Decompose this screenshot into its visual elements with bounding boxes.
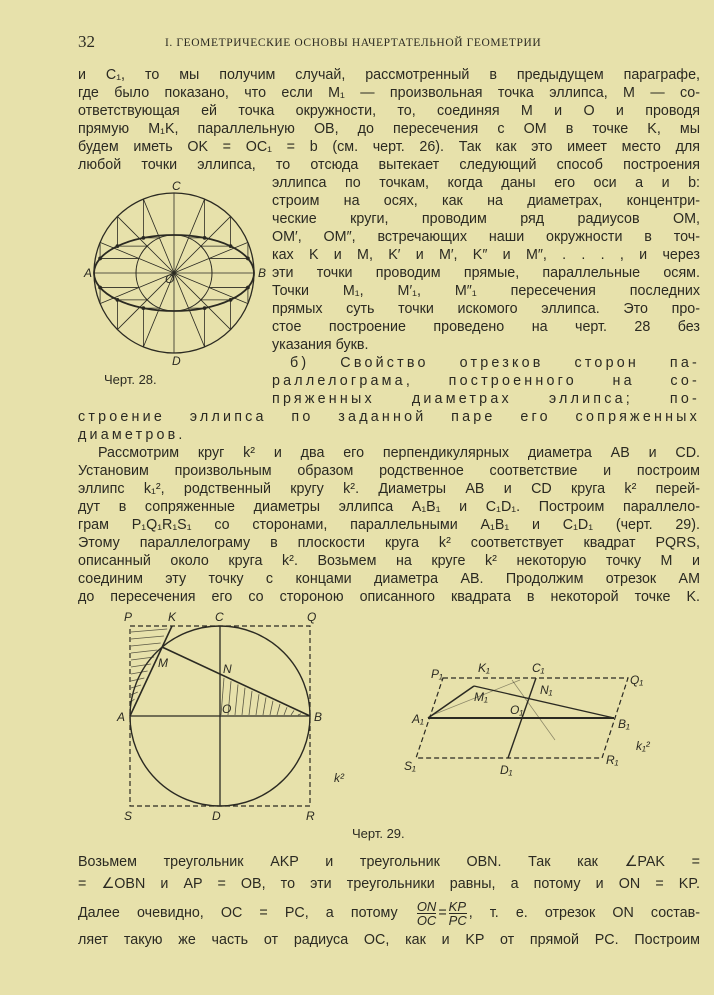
text-line: ответствующая ей точка окружности, то, соединяя M и O и проводя [78,103,700,119]
ellipse-point [142,236,145,239]
text-line: и C₁, то мы получим случай, рассмотренный в предыдущем параграфе, [78,67,700,83]
label-a: A [117,710,126,724]
hatch-line [291,711,294,715]
label-q: Q [307,610,317,624]
text-line: Установим произвольным образом родственное соответствие и построим [78,463,700,479]
label-b: B [314,710,323,724]
label-a1: A₁ [412,712,424,726]
hatch-line [131,643,161,646]
label-s1: S₁ [404,759,416,773]
hatch-line [277,704,280,715]
hatch-line [235,684,238,715]
bottom-line-3-end: , т. е. отрезок ON состав- [468,905,700,921]
label-r: R [306,809,315,823]
text-line: ческие круги, проводим ряд радиусов OM, [272,211,700,227]
hatch-line [131,699,135,702]
ellipse-point [203,307,206,310]
square-pqrs [130,626,310,806]
hatch-line [228,681,231,715]
hatch-line [131,671,148,674]
label-m: M [158,656,168,670]
fraction-numerator: ON [416,898,437,914]
radius-line [100,242,248,303]
figure-29-parallelogram [416,678,628,758]
radius-line [143,199,204,347]
text-line: прямую M₁K, параллельную OB, до пересечения с OM в точке K, мы [78,121,700,137]
ellipse-point [116,245,119,248]
label-o: O [165,272,175,286]
hatch-line [256,694,259,715]
label-b1: B₁ [618,717,630,731]
radius-line [117,216,230,329]
label-k1-squared: k₁² [636,739,650,753]
constructed-ellipse [94,235,254,311]
bottom-line-3 [78,897,700,929]
line-mb [162,647,310,716]
fraction-denominator: OC [416,912,437,928]
bottom-line-3-start: Далее очевидно, OC = PC, а потому [78,905,398,921]
text-line: ках K и M, K′ и M′, K″ и M″, . . . , и через [272,247,700,263]
text-line: эллипс k₁², родственный кругу k². Диаметры AB и CD круга k² перей- [78,481,700,497]
outer-circle [94,193,254,353]
diameter-c1d1 [508,678,536,758]
label-p: P [124,610,133,624]
ellipse-point [142,307,145,310]
ellipse-point [99,257,102,260]
hatch-line [131,692,138,695]
ellipse-point [247,286,250,289]
text-line: строение эллипса по заданной паре его сопряженных [78,409,700,425]
label-r1: R₁ [606,753,619,767]
label-d: D [172,354,181,368]
ellipse-point [116,298,119,301]
label-c: C [172,179,181,193]
text-line: соединим эту точку с концами диаметра AB. Продолжим отрезок AM [78,571,700,587]
label-d1: D₁ [500,763,513,777]
hatch-line [263,697,266,715]
hatch-line [298,714,301,715]
label-d: D [212,809,221,823]
hatch-line [242,688,245,715]
label-a: A [84,266,93,280]
label-p1: P₁ [431,667,443,681]
figure-29-circle-square [130,626,310,806]
text-line: где было показано, что если M₁ — произвольная точка эллипса, M — со- [78,85,700,101]
label-k: K [168,610,177,624]
text-line: Этому параллелограму в плоскости круга k² соответствует квадрат PQRS, [78,535,700,551]
line-m1b1 [474,686,614,718]
label-c: C [215,610,224,624]
text-line: диаметров. [78,427,186,443]
page-number: 32 [78,32,95,51]
construction-line [512,680,555,740]
label-s: S [124,809,133,823]
text-line: Точки M₁, M′₁, M″₁ пересечения последних [272,283,700,299]
text-line: любой точки эллипса, то отсюда вытекает следующий способ построения [78,157,700,173]
figure-28-labels [83,179,266,368]
text-line: грам P₁Q₁R₁S₁ со сторонами, параллельными A₁B₁ и C₁D₁ (черт. 29). [78,517,700,533]
radius-line [100,242,248,303]
bottom-line-2: = ∠OBN и AP = OB, то эти треугольники равны, а потому и ON = KP. [78,876,700,892]
hatch-line [131,657,154,660]
label-o: O [222,702,232,716]
text-line: указания букв. [272,337,369,353]
figure-28-ellipse-construction [94,193,254,353]
label-b: B [258,266,267,280]
ellipse-point [229,245,232,248]
text-line: пряженных диаметрах эллипса; по- [272,391,700,407]
text-line: эти точки проводим прямые, параллельные осям. [272,265,700,281]
hatch-line [270,701,273,715]
text-line: строим на осях, как на диаметрах, концентри- [272,193,700,209]
ellipse-point [203,236,206,239]
hatch-line [221,678,224,715]
text-line: раллелограма, построенного на со- [272,373,700,389]
hatching [131,629,301,715]
text-line: до пересечения его со стороною описанного квадрата в некоторой точке K. [78,589,700,605]
bottom-line-1: Возьмем треугольник AKP и треугольник OBN. Так как ∠PAK = [78,854,700,870]
line-a1m1 [428,686,474,718]
label-k2: k² [334,771,344,785]
parallelogram-p1q1r1s1 [416,678,628,758]
label-m1: M₁ [474,690,488,704]
text-line: описанный около круга k². Возьмем на круге k² некоторую точку M и [78,553,700,569]
circle-k2 [130,626,310,806]
hatch-line [131,636,164,639]
running-title: I. ГЕОМЕТРИЧЕСКИЕ ОСНОВЫ НАЧЕРТАТЕЛЬНОЙ ГЕОМЕТРИИ [165,37,542,49]
figure-29-left-labels [116,610,345,823]
hatch-line [131,664,151,667]
hatch-line [131,650,157,653]
text-line: Рассмотрим круг k² и два его перпендикулярных диаметра AB и CD. [98,445,700,461]
text-line: стое построение проведено на черт. 28 без [272,319,700,335]
text-line: эллипса по точкам, когда даны его оси a и b: [272,175,700,191]
inner-circle [136,235,212,311]
hatch-line [131,685,141,688]
fraction-numerator: KP [448,898,467,914]
text-line: будем иметь OK = OC₁ = b (см. черт. 26). Так как это имеет место для [78,139,700,155]
equals-sign: = [438,905,447,921]
hatch-line [131,678,144,681]
line-akm [130,626,172,716]
text-line: б) Свойство отрезков сторон па- [290,355,700,371]
label-k1: K₁ [478,661,490,675]
label-n: N [223,662,232,676]
fraction-denominator: PC [448,912,467,928]
construction-line [430,680,520,716]
hatch-line [284,707,287,715]
figure-28-caption: Черт. 28. [104,372,157,387]
text-line: OM′, OM″, встречающих наши окружности в точ- [272,229,700,245]
ellipse-point [99,286,102,289]
fraction-on-oc [417,900,437,927]
text-line: дут в сопряженные диаметры эллипса A₁B₁ и C₁D₁. Построим параллело- [78,499,700,515]
hatch-line [249,691,252,715]
fraction-kp-pc [449,900,467,927]
text-line: прямых суть точки искомого эллипса. Это про- [272,301,700,317]
label-n1: N₁ [540,683,553,697]
radius-line [117,216,230,329]
label-c1: C₁ [532,661,545,675]
hatch-line [131,629,167,632]
radius-line [143,199,204,347]
bottom-line-4: ляет такую же часть от радиуса OC, как и KP от прямой PC. Построим [78,932,700,948]
ellipse-point [229,298,232,301]
label-q1: Q₁ [630,673,644,687]
figure-29-caption: Черт. 29. [352,826,405,841]
label-o1: O₁ [510,703,524,717]
figure-29-right-labels [404,661,651,777]
ellipse-point [247,257,250,260]
